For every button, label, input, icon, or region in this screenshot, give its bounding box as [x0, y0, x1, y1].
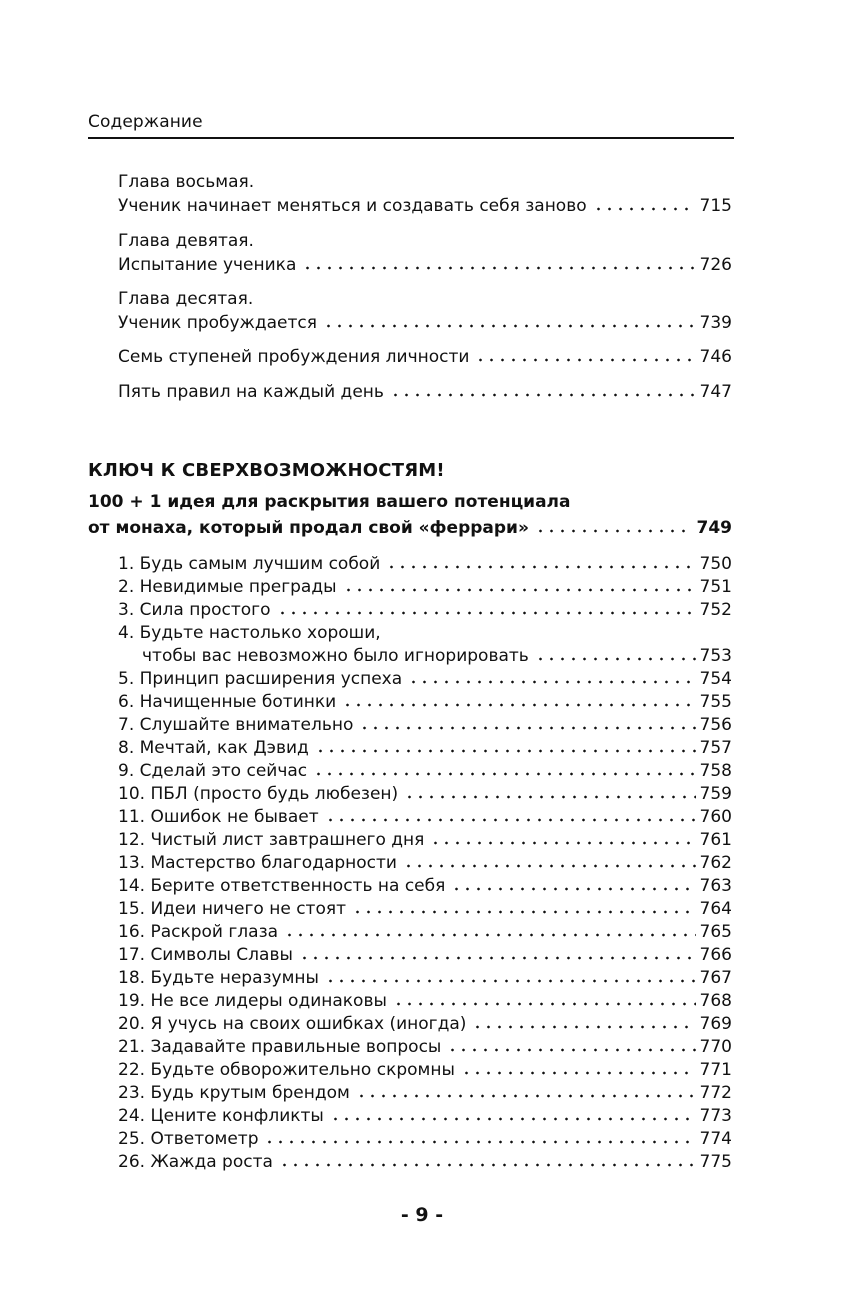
dot-leader: [393, 1001, 696, 1007]
toc-entry[interactable]: [118, 1125, 732, 1149]
toc-entry[interactable]: [118, 378, 732, 402]
toc-entry-title-continued: чтобы вас невозможно было игнорировать: [142, 646, 529, 666]
toc-entry[interactable]: [118, 1033, 732, 1057]
dot-leader: [315, 748, 696, 754]
dot-leader: [430, 840, 695, 846]
toc-entry[interactable]: [118, 1056, 732, 1080]
header-rule: [88, 137, 734, 139]
toc-entry-title: Ученик начинает меняться и создавать себя заново: [118, 196, 587, 216]
dot-leader: [279, 1162, 696, 1168]
toc-entry-page: 773: [699, 1106, 732, 1126]
toc-entry-title: 22. Будьте обворожительно скромны: [118, 1060, 455, 1080]
toc-entry-title: 10. ПБЛ (просто будь любезен): [118, 784, 399, 804]
toc-entry-title: 24. Цените конфликты: [118, 1106, 324, 1126]
toc-entry-title: 14. Берите ответственность на себя: [118, 876, 446, 896]
toc-entry-title: 20. Я учусь на своих ошибках (иногда): [118, 1014, 467, 1034]
toc-entry-title: Семь ступеней пробуждения личности: [118, 347, 470, 367]
dot-leader: [535, 656, 696, 662]
chapter-label: [118, 285, 732, 309]
toc-entry-title: 2. Невидимые преграды: [118, 577, 337, 597]
toc-entry-page: 765: [699, 922, 732, 942]
toc-entry[interactable]: [118, 1102, 732, 1126]
toc-entry-page: 764: [699, 899, 732, 919]
dot-leader: [302, 265, 695, 271]
toc-entry[interactable]: [118, 343, 732, 367]
toc-entry-page: 770: [699, 1037, 732, 1057]
toc-entry[interactable]: [118, 895, 732, 919]
toc-entry-page: 759: [699, 784, 732, 804]
toc-entry-page: 766: [699, 945, 732, 965]
toc-entry[interactable]: [118, 987, 732, 1011]
toc-entry[interactable]: [118, 964, 732, 988]
dot-leader: [277, 610, 696, 616]
toc-entry[interactable]: [118, 1148, 732, 1172]
toc-entry-title: Испытание ученика: [118, 255, 297, 275]
toc-entry[interactable]: [118, 803, 732, 827]
toc-entry-page: 752: [699, 600, 732, 620]
toc-entry-page: 769: [699, 1014, 732, 1034]
toc-entry-page: 772: [699, 1083, 732, 1103]
dot-leader: [356, 1093, 696, 1099]
toc-entry[interactable]: [118, 711, 732, 735]
toc-entry-title: 6. Начищенные ботинки: [118, 692, 337, 712]
toc-entry-title: Пять правил на каждый день: [118, 382, 384, 402]
dot-leader: [408, 679, 695, 685]
toc-entry[interactable]: [118, 251, 732, 275]
chapter-label-text: Глава девятая.: [118, 231, 254, 251]
dot-leader: [313, 771, 695, 777]
dot-leader: [403, 863, 696, 869]
toc-entry[interactable]: [118, 573, 732, 597]
toc-entry-title: 5. Принцип расширения успеха: [118, 669, 403, 689]
toc-entry[interactable]: [118, 642, 732, 666]
toc-entry-title: 15. Идеи ничего не стоят: [118, 899, 346, 919]
toc-entry-page: 761: [699, 830, 732, 850]
toc-entry-page: 739: [699, 313, 732, 333]
toc-entry-page: 753: [699, 646, 732, 666]
dot-leader: [593, 206, 696, 212]
dot-leader: [342, 702, 695, 708]
dot-leader: [359, 725, 695, 731]
toc-entry-page: 767: [699, 968, 732, 988]
dot-leader: [472, 1024, 695, 1030]
section-title: КЛЮЧ К СВЕРХВОЗМОЖНОСТЯМ!: [88, 460, 445, 481]
toc-entry-page: 763: [699, 876, 732, 896]
toc-entry[interactable]: [118, 192, 732, 216]
toc-entry-page: 757: [699, 738, 732, 758]
dot-leader: [461, 1070, 696, 1076]
dot-leader: [404, 794, 695, 800]
chapter-label: [118, 168, 732, 192]
toc-entry-title: 19. Не все лидеры одинаковы: [118, 991, 387, 1011]
toc-entry[interactable]: [118, 872, 732, 896]
toc-entry-title: 21. Задавайте правильные вопросы: [118, 1037, 442, 1057]
dot-leader: [447, 1047, 695, 1053]
toc-entry-title: 26. Жажда роста: [118, 1152, 273, 1172]
running-head: Содержание: [88, 112, 203, 132]
toc-entry-page: 750: [699, 554, 732, 574]
dot-leader: [390, 392, 696, 398]
dot-leader: [325, 817, 696, 823]
toc-entry-title: 9. Сделай это сейчас: [118, 761, 308, 781]
toc-entry-page: 751: [699, 577, 732, 597]
toc-entry-title: 3. Сила простого: [118, 600, 271, 620]
toc-entry[interactable]: [118, 757, 732, 781]
chapter-label-text: Глава десятая.: [118, 289, 254, 309]
dot-leader: [451, 886, 695, 892]
toc-entry-wrap: [118, 619, 732, 643]
toc-entry-title: 4. Будьте настолько хороши,: [118, 623, 381, 643]
page-number: - 9 -: [400, 1204, 444, 1226]
toc-entry-page: 758: [699, 761, 732, 781]
toc-entry-title: 25. Ответометр: [118, 1129, 259, 1149]
toc-entry-page: 774: [699, 1129, 732, 1149]
chapter-label-text: Глава восьмая.: [118, 172, 255, 192]
toc-entry-title: 8. Мечтай, как Дэвид: [118, 738, 309, 758]
toc-entry-page: 775: [699, 1152, 732, 1172]
dot-leader: [264, 1139, 695, 1145]
toc-entry[interactable]: [118, 734, 732, 758]
dot-leader: [284, 932, 696, 938]
toc-entry[interactable]: [118, 665, 732, 689]
toc-entry[interactable]: [118, 849, 732, 873]
toc-entry-page: 746: [699, 347, 732, 367]
dot-leader: [386, 564, 695, 570]
dot-leader: [535, 528, 693, 534]
toc-entry[interactable]: [118, 826, 732, 850]
dot-leader: [475, 357, 695, 363]
toc-entry[interactable]: [118, 309, 732, 333]
toc-entry-page: 726: [699, 255, 732, 275]
toc-entry-title: 13. Мастерство благодарности: [118, 853, 397, 873]
toc-entry-page: 715: [699, 196, 732, 216]
toc-entry-page: 768: [699, 991, 732, 1011]
toc-entry[interactable]: [118, 688, 732, 712]
dot-leader: [343, 587, 696, 593]
toc-entry-page: 747: [699, 382, 732, 402]
toc-entry-page: 771: [699, 1060, 732, 1080]
toc-entry-title: Ученик пробуждается: [118, 313, 317, 333]
toc-entry-title: 17. Символы Славы: [118, 945, 293, 965]
toc-entry[interactable]: [118, 550, 732, 574]
toc-entry-page: 762: [699, 853, 732, 873]
chapter-label: [118, 227, 732, 251]
toc-entry-page: 755: [699, 692, 732, 712]
section-subtitle-line2: от монаха, который продал свой «феррари»: [88, 518, 529, 538]
dot-leader: [330, 1116, 696, 1122]
toc-entry[interactable]: [88, 514, 732, 538]
toc-entry-title: 16. Раскрой глаза: [118, 922, 279, 942]
toc-entry[interactable]: [118, 918, 732, 942]
toc-entry[interactable]: [118, 1010, 732, 1034]
dot-leader: [299, 955, 696, 961]
toc-entry[interactable]: [118, 941, 732, 965]
toc-entry-title: 11. Ошибок не бывает: [118, 807, 319, 827]
toc-entry-title: 23. Будь крутым брендом: [118, 1083, 350, 1103]
toc-entry-title: 12. Чистый лист завтрашнего дня: [118, 830, 425, 850]
toc-entry-page: 756: [699, 715, 732, 735]
toc-entry-page: 749: [696, 518, 732, 538]
toc-entry[interactable]: [118, 1079, 732, 1103]
toc-entry-title: 18. Будьте неразумны: [118, 968, 319, 988]
dot-leader: [352, 909, 696, 915]
section-subtitle-line1: 100 + 1 идея для раскрытия вашего потенциала: [88, 492, 571, 512]
dot-leader: [325, 978, 696, 984]
toc-entry[interactable]: [118, 780, 732, 804]
toc-entry-page: 760: [699, 807, 732, 827]
section-subtitle: [88, 488, 732, 512]
toc-entry-page: 754: [699, 669, 732, 689]
toc-entry-title: 1. Будь самым лучшим собой: [118, 554, 381, 574]
toc-entry[interactable]: [118, 596, 732, 620]
toc-entry-title: 7. Слушайте внимательно: [118, 715, 354, 735]
dot-leader: [323, 323, 696, 329]
